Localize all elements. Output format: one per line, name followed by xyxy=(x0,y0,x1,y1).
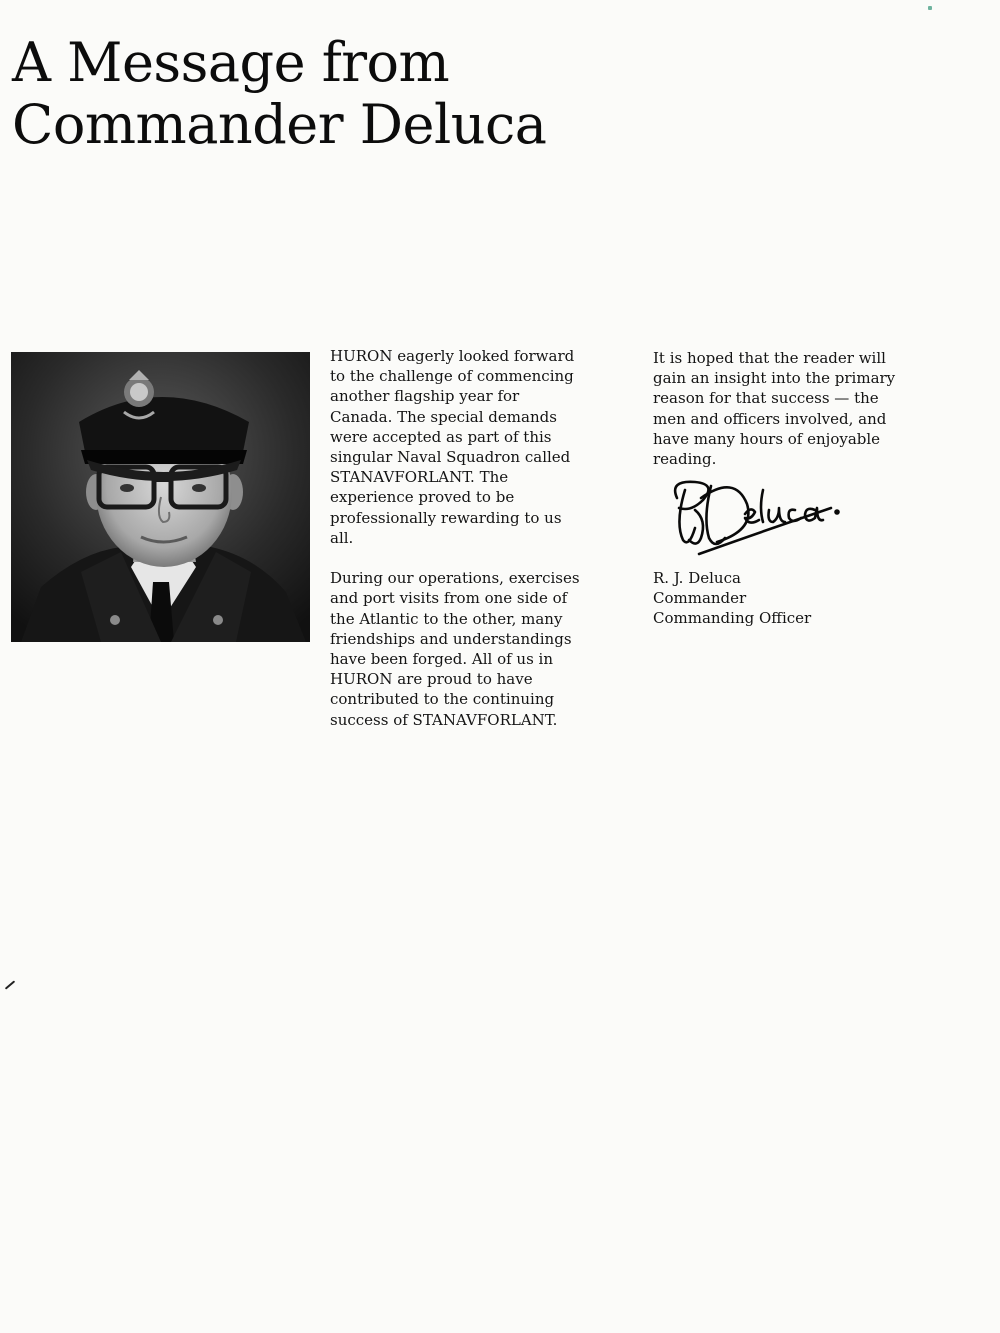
page-title xyxy=(12,32,546,156)
signatory-name: R. J. Deluca xyxy=(653,569,741,587)
text-line: all. xyxy=(330,528,354,547)
text-line: men and officers involved, and xyxy=(653,409,887,428)
text-line: Canada. The special demands xyxy=(330,407,557,426)
text-line: friendships and understandings xyxy=(330,629,572,648)
page-title-line-2: Commander Deluca xyxy=(12,93,547,156)
signatory-block xyxy=(653,568,811,629)
text-line: HURON are proud to have xyxy=(330,670,533,689)
message-column-2 xyxy=(653,348,953,469)
text-line: gain an insight into the primary xyxy=(653,369,896,388)
handwritten-signature xyxy=(655,468,845,563)
signatory-rank: Commander xyxy=(653,589,747,608)
text-line: reason for that success — the xyxy=(653,389,879,408)
text-line: During our operations, exercises xyxy=(330,569,580,588)
text-line: experience proved to be xyxy=(330,488,515,507)
text-line: were accepted as part of this xyxy=(330,427,552,446)
signatory-position: Commanding Officer xyxy=(653,609,812,628)
paragraph-gap xyxy=(330,548,630,568)
text-line: It is hoped that the reader will xyxy=(653,349,886,367)
text-line: have many hours of enjoyable xyxy=(653,429,881,448)
text-line: HURON eagerly looked forward xyxy=(330,347,575,365)
text-line: professionally rewarding to us xyxy=(330,508,562,527)
text-line: have been forged. All of us in xyxy=(330,650,554,669)
commander-portrait-photo xyxy=(11,352,310,642)
text-line: another flagship year for xyxy=(330,387,520,406)
paper-speck xyxy=(5,980,15,989)
page-title-line-1: A Message from xyxy=(12,31,450,94)
text-line: reading. xyxy=(653,450,717,469)
text-line: and port visits from one side of xyxy=(330,589,568,608)
text-line: success of STANAVFORLANT. xyxy=(330,710,558,729)
text-line: the Atlantic to the other, many xyxy=(330,609,563,628)
text-line: STANAVFORLANT. The xyxy=(330,468,509,487)
text-line: contributed to the continuing xyxy=(330,690,555,709)
text-line: to the challenge of commencing xyxy=(330,367,574,386)
message-column-1 xyxy=(330,346,630,730)
corner-mark xyxy=(928,6,932,10)
text-line: singular Naval Squadron called xyxy=(330,448,571,467)
